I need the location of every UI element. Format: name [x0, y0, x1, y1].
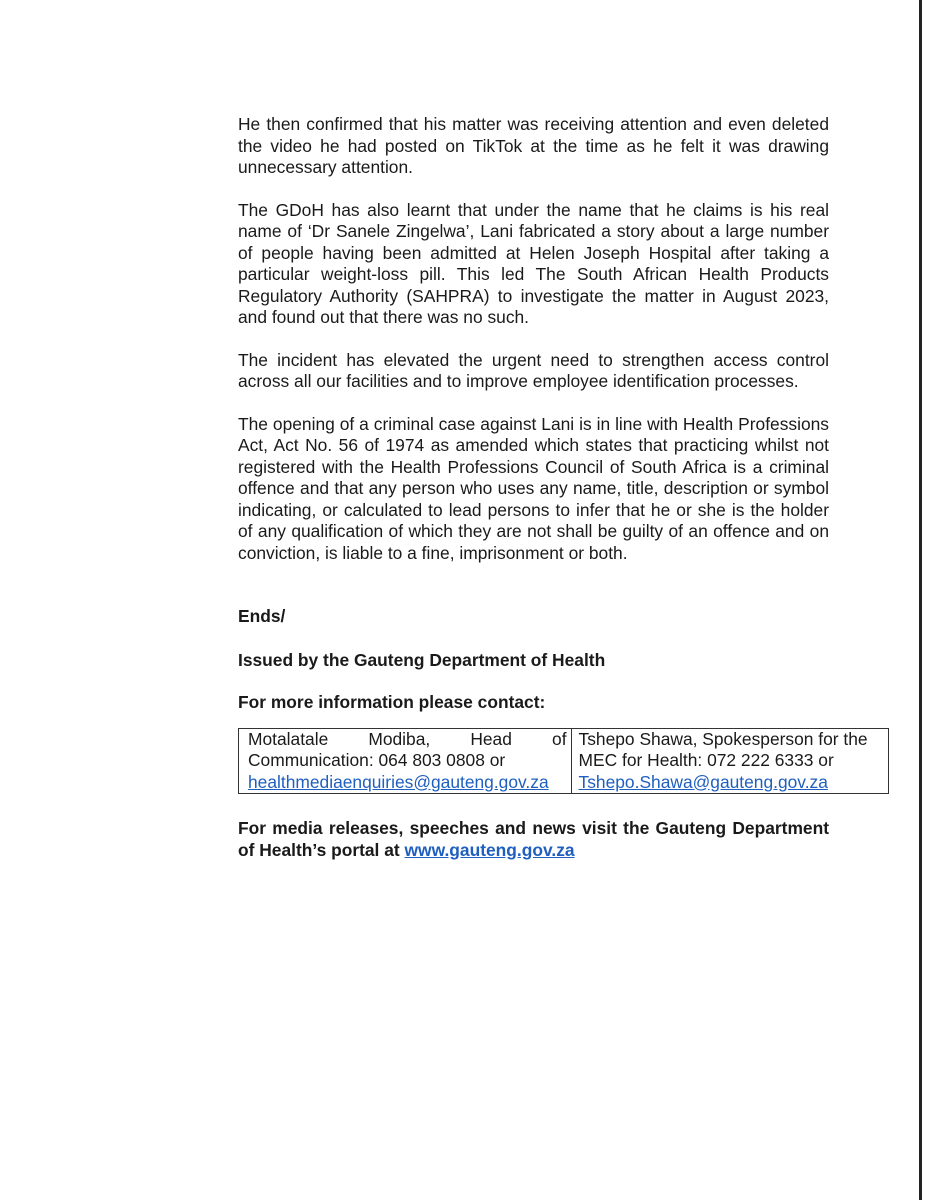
contact-heading: For more information please contact: [238, 692, 546, 712]
contact-modiba-text: Motalatale Modiba, Head of Communication: 064 803 0808 or [248, 728, 567, 770]
media-releases-text: For media releases, speeches and news visit the Gauteng Department of Health’s portal at [238, 818, 829, 860]
ends-marker: Ends/ [238, 606, 286, 626]
contact-cell-modiba [239, 728, 572, 794]
contact-shawa-text: Tshepo Shawa, Spokesperson for the MEC for Health: 072 222 6333 or [578, 728, 868, 770]
page-edge-line [919, 0, 922, 1200]
paragraph-fabricated-story: The GDoH has also learnt that under the name that he claims is his real name of ‘Dr Sanele Zingelwa’, Lani fabricated a story about a large number of people having been admitted at Helen Joseph Hospital after taking a particular weight-loss pill. This led The South African Health Products Regulatory Authority (SAHPRA) to investigate the matter in August 2023, and found out that there was no such. [238, 199, 829, 327]
paragraph-criminal-case: The opening of a criminal case against Lani is in line with Health Professions Act, Act No. 56 of 1974 as amended which states that practicing whilst not registered with the Health Professions Council of South Africa is a criminal offence and that any person who uses any name, title, description or symbol indicating, or calculated to lead persons to infer that he or she is the holder of any qualification of which they are not shall be guilty of an offence and on conviction, is liable to a fine, imprisonment or both. [238, 413, 829, 563]
paragraph-access-control: The incident has elevated the urgent need to strengthen access control across all our facilities and to improve employee identification processes. [238, 349, 829, 391]
contacts-table [238, 728, 889, 795]
contact-shawa-email-link[interactable]: Tshepo.Shawa@gauteng.gov.za [578, 771, 828, 792]
contact-modiba-email-link[interactable]: healthmediaenquiries@gauteng.gov.za [248, 771, 549, 792]
media-releases-note [238, 818, 829, 861]
issued-by: Issued by the Gauteng Department of Health [238, 649, 606, 670]
contact-cell-shawa [571, 728, 888, 794]
paragraph-tiktok-video: He then confirmed that his matter was receiving attention and even deleted the video he had posted on TikTok at the time as he felt it was drawing unnecessary attention. [238, 114, 829, 177]
contacts-row [239, 728, 889, 794]
press-release-body [238, 114, 868, 878]
gauteng-portal-link[interactable]: www.gauteng.gov.za [404, 839, 575, 860]
